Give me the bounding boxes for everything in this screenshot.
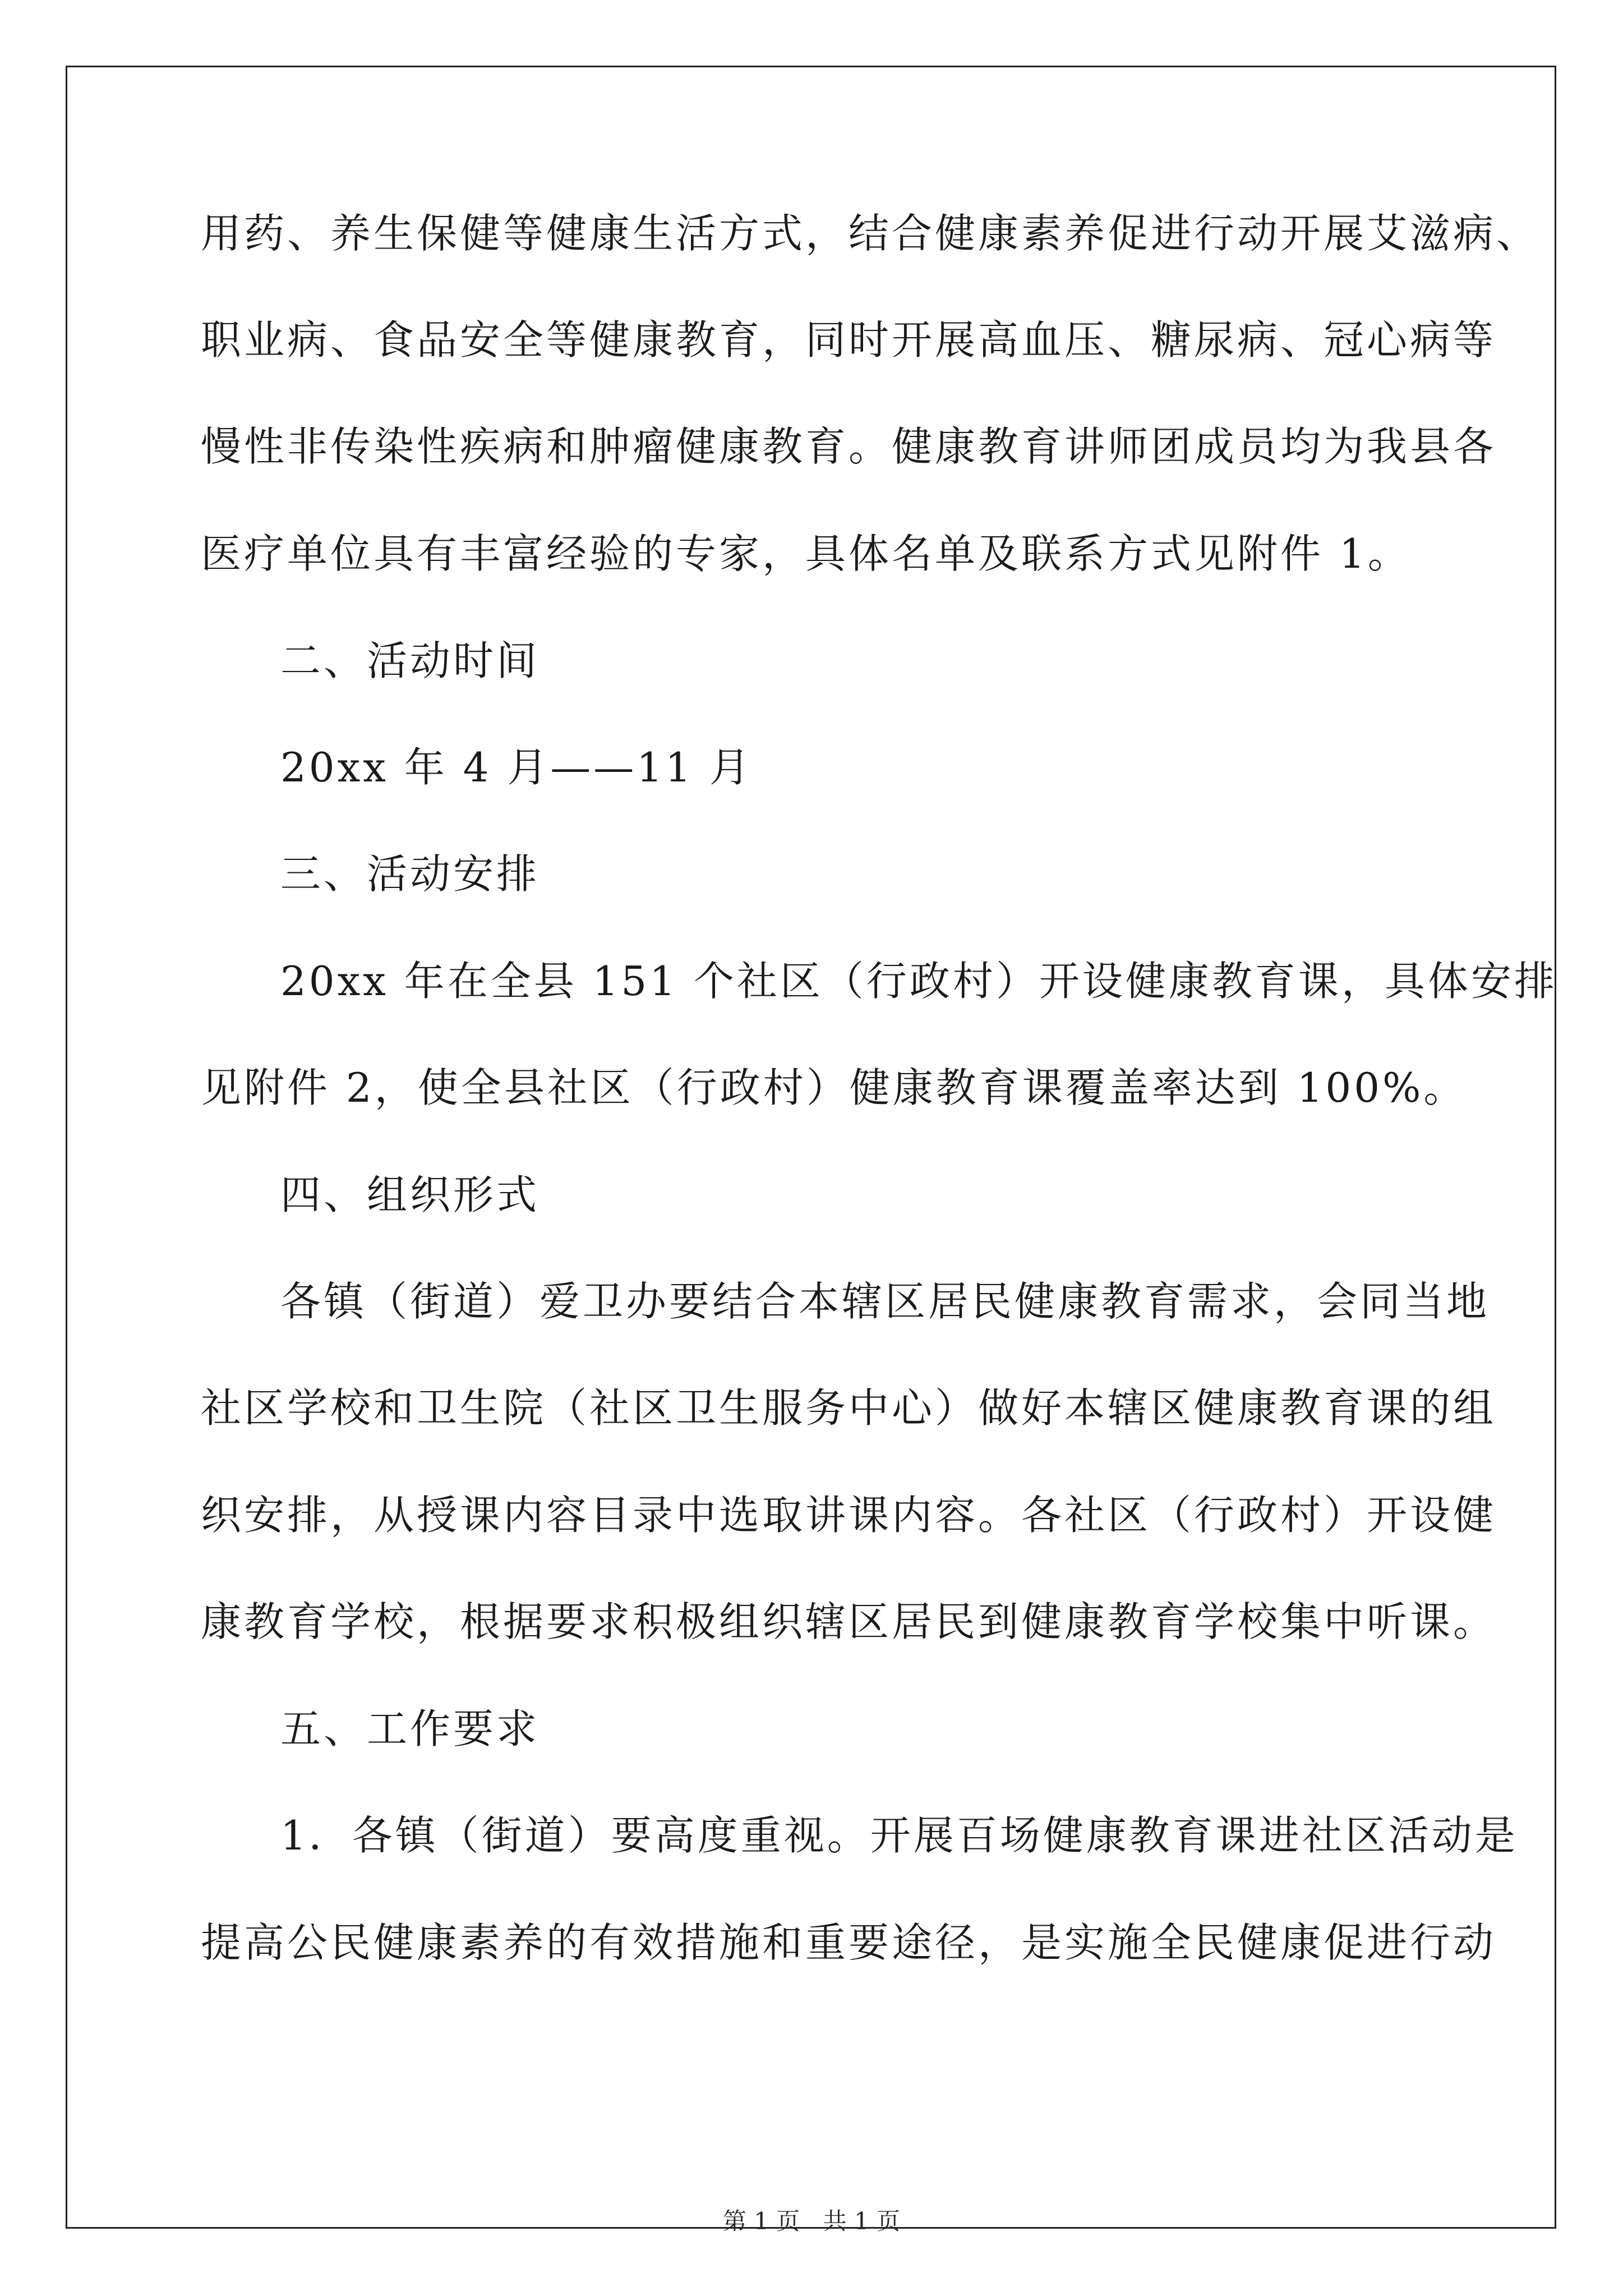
body-line: 社区学校和卫生院（社区卫生服务中心）做好本辖区健康教育课的组: [201, 1384, 1497, 1432]
body-line: 见附件 2，使全县社区（行政村）健康教育课覆盖率达到 100%。: [201, 1064, 1467, 1111]
body-line: 康教育学校，根据要求积极组织辖区居民到健康教育学校集中听课。: [201, 1598, 1497, 1645]
body-line: 20xx 年在全县 151 个社区（行政村）开设健康教育课，具体安排: [280, 958, 1557, 1005]
body-line: 慢性非传染性疾病和肿瘤健康教育。健康教育讲师团成员均为我县各: [201, 423, 1497, 470]
section-heading: 二、活动时间: [280, 637, 540, 684]
page-total: 共 1 页: [823, 2207, 901, 2235]
body-line: 医疗单位具有丰富经验的专家，具体名单及联系方式见附件 1。: [201, 530, 1411, 577]
page-border: [66, 66, 1556, 2229]
body-line: 20xx 年 4 月——11 月: [280, 744, 753, 791]
body-line: 提高公民健康素养的有效措施和重要途径，是实施全民健康促进行动: [201, 1919, 1497, 1966]
body-line: 1．各镇（街道）要高度重视。开展百场健康教育课进社区活动是: [280, 1812, 1518, 1859]
page-footer: [0, 2205, 1623, 2238]
section-heading: 四、组织形式: [280, 1171, 540, 1218]
body-line: 织安排，从授课内容目录中选取讲课内容。各社区（行政村）开设健: [201, 1492, 1497, 1539]
body-line: 用药、养生保健等健康生活方式，结合健康素养促进行动开展艾滋病、: [201, 210, 1540, 257]
section-heading: 五、工作要求: [280, 1705, 540, 1752]
section-heading: 三、活动安排: [280, 850, 540, 898]
page-number: 第 1 页: [722, 2207, 800, 2235]
body-line: 各镇（街道）爱卫办要结合本辖区居民健康教育需求，会同当地: [280, 1278, 1490, 1325]
body-line: 职业病、食品安全等健康教育，同时开展高血压、糖尿病、冠心病等: [201, 316, 1497, 364]
